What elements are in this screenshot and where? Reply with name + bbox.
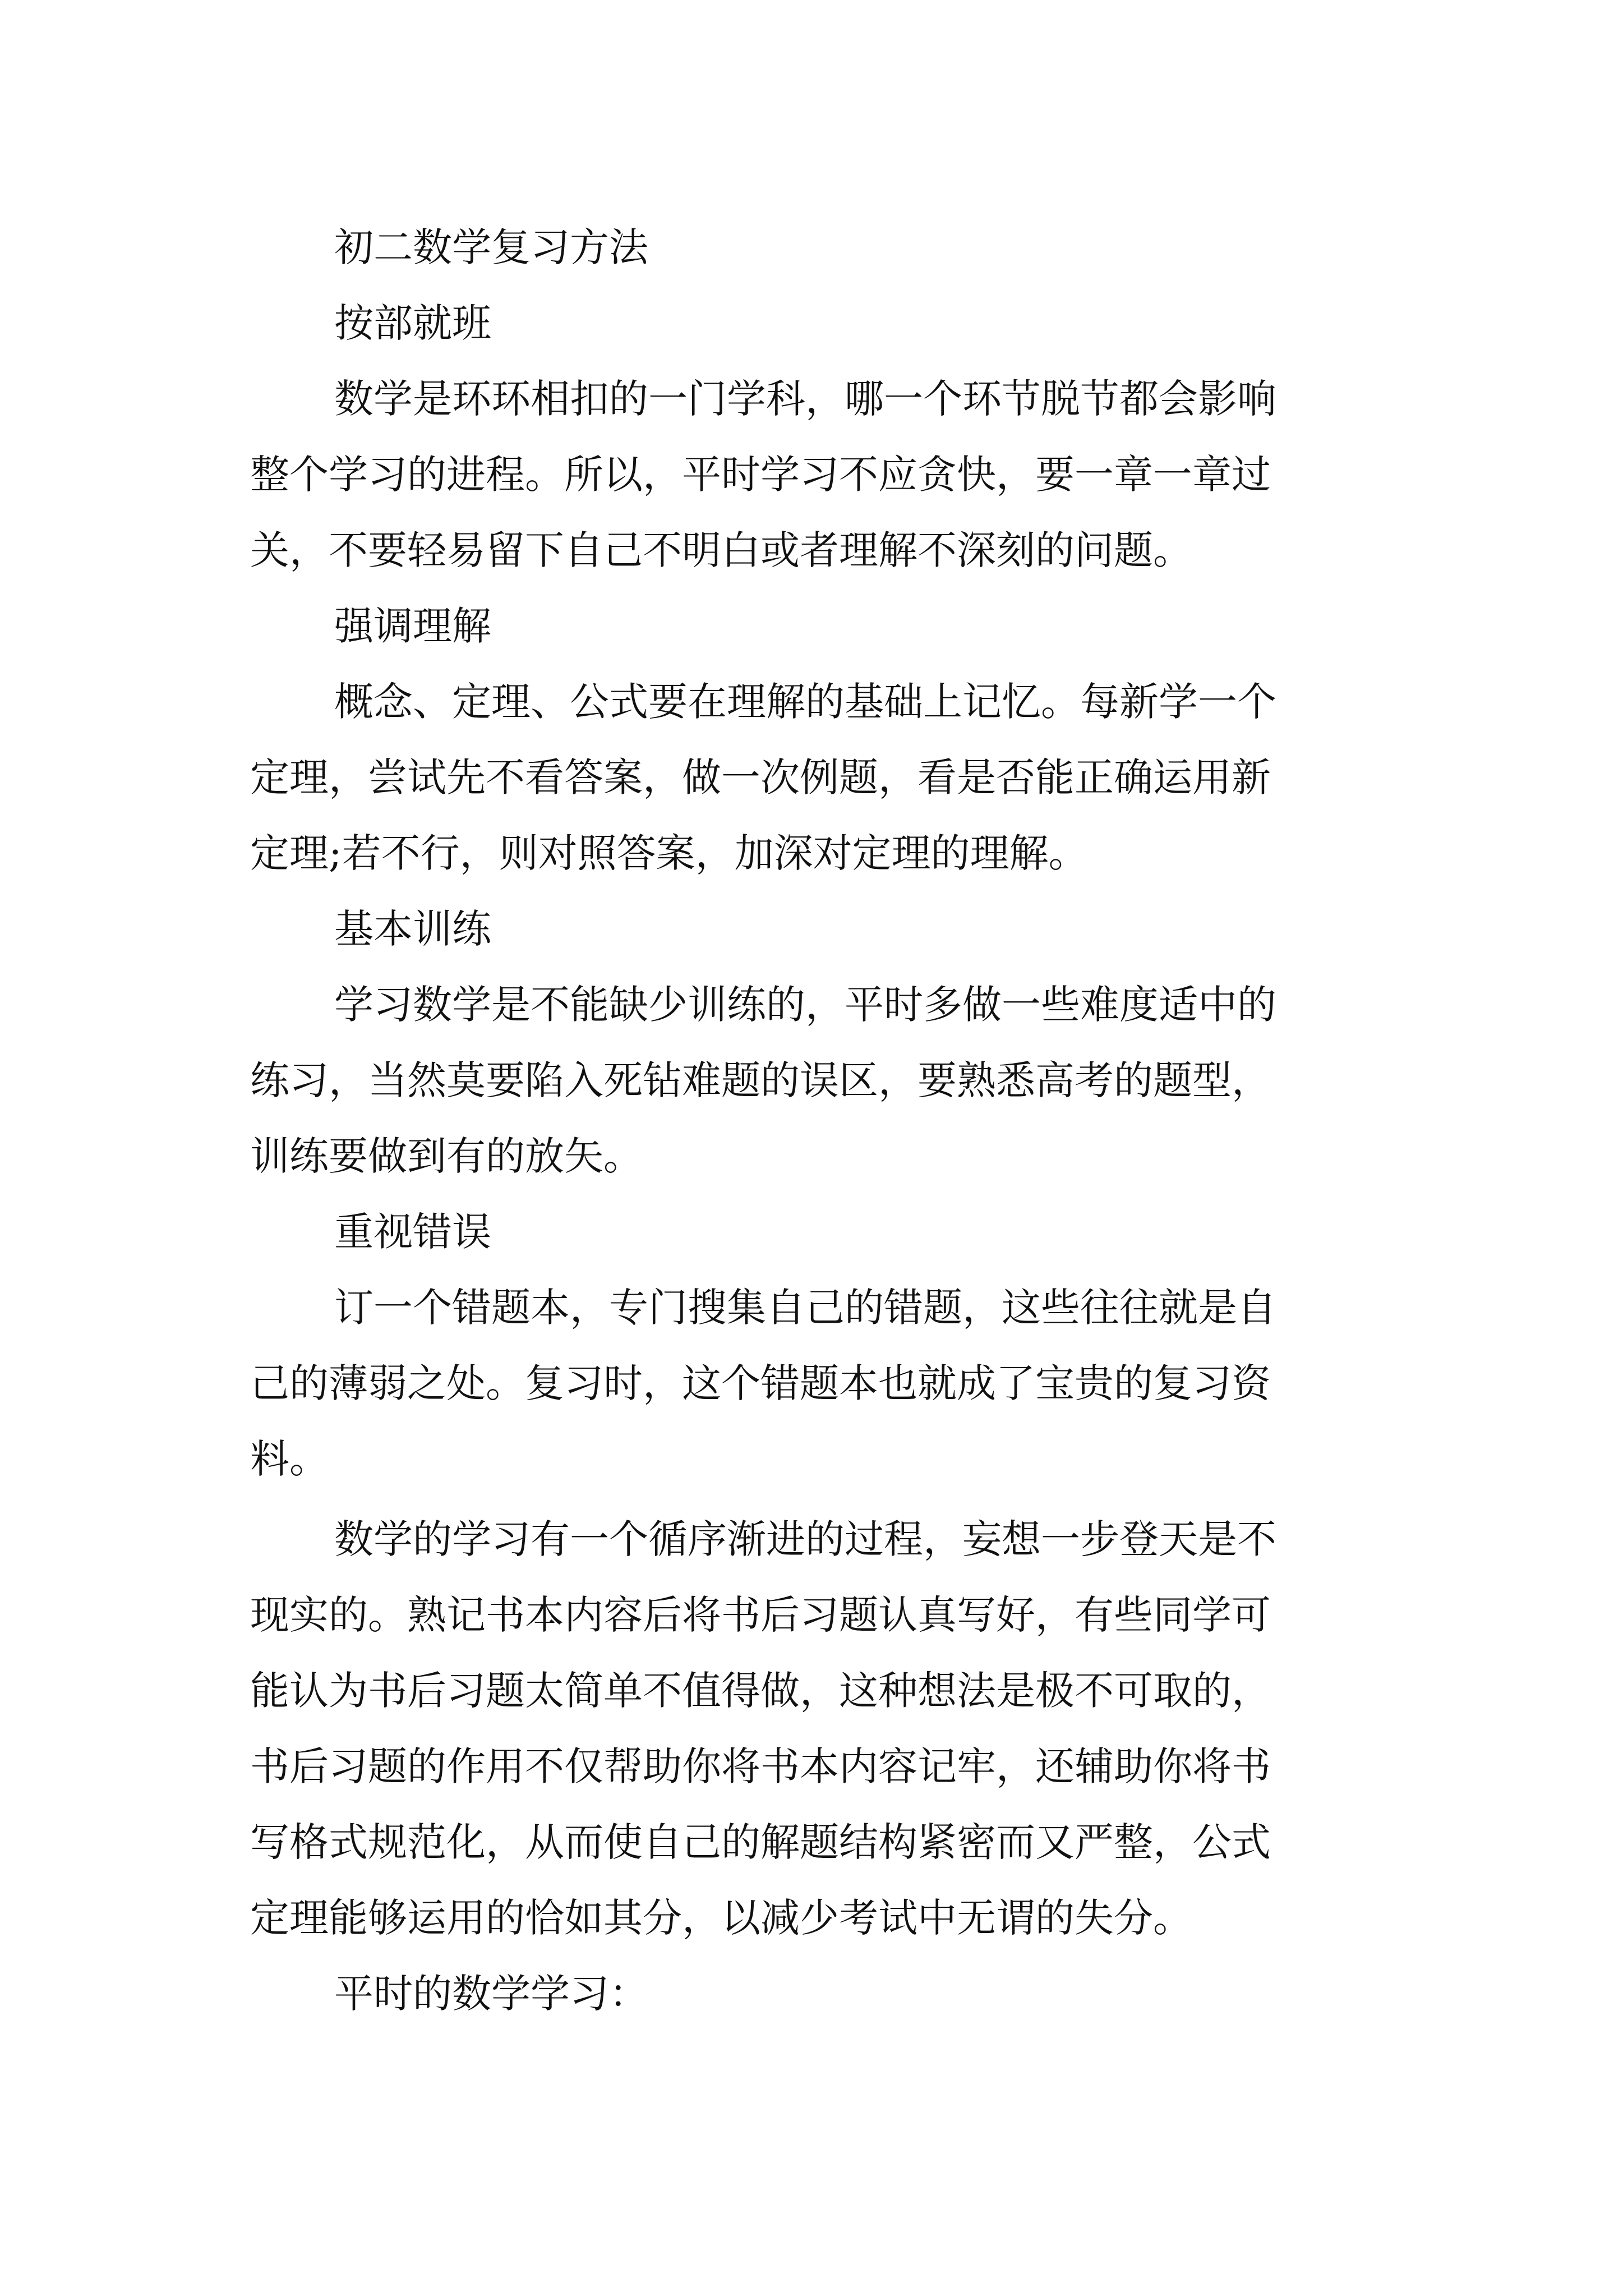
text-line: 整个学习的进程。所以，平时学习不应贪快，要一章一章过: [250, 452, 1271, 498]
document-page: [250, 210, 1396, 2032]
text-line: 写格式规范化，从而使自己的解题结构紧密而又严整，公式: [250, 1819, 1271, 1865]
text-line: 定理，尝试先不看答案，做一次例题，看是否能正确运用新: [250, 754, 1271, 800]
text-line: 书后习题的作用不仅帮助你将书本内容记牢，还辅助你将书: [250, 1743, 1271, 1789]
text-line: 强调理解: [334, 603, 491, 649]
text-line: 学习数学是不能缺少训练的，平时多做一些难度适中的: [334, 982, 1276, 1028]
text-line: 基本训练: [334, 906, 491, 952]
text-line: 料。: [250, 1436, 329, 1482]
text-line: 训练要做到有的放矢。: [250, 1133, 643, 1179]
text-line: 按部就班: [334, 300, 491, 346]
text-line: 现实的。熟记书本内容后将书后习题认真写好，有些同学可: [250, 1592, 1271, 1638]
text-line: 能认为书后习题太简单不值得做，这种想法是极不可取的，: [250, 1668, 1271, 1714]
text-line: 重视错误: [334, 1209, 491, 1255]
text-line: 定理;若不行，则对照答案，加深对定理的理解。: [250, 830, 1088, 876]
text-line: 定理能够运用的恰如其分，以减少考试中无谓的失分。: [250, 1895, 1192, 1941]
text-line: 订一个错题本，专门搜集自己的错题，这些往往就是自: [334, 1285, 1276, 1331]
document-title: 初二数学复习方法: [334, 224, 648, 270]
text-line: 平时的数学学习：: [334, 1971, 648, 2017]
text-line: 关，不要轻易留下自己不明白或者理解不深刻的问题。: [250, 527, 1192, 573]
document-body: [250, 286, 1396, 2032]
text-line: 数学是环环相扣的一门学科，哪一个环节脱节都会影响: [334, 376, 1276, 422]
text-line: 数学的学习有一个循序渐进的过程，妄想一步登天是不: [334, 1516, 1276, 1562]
text-line: 练习，当然莫要陷入死钻难题的误区，要熟悉高考的题型，: [250, 1057, 1271, 1103]
text-line: 己的薄弱之处。复习时，这个错题本也就成了宝贵的复习资: [250, 1360, 1271, 1406]
text-line: 概念、定理、公式要在理解的基础上记忆。每新学一个: [334, 679, 1276, 725]
